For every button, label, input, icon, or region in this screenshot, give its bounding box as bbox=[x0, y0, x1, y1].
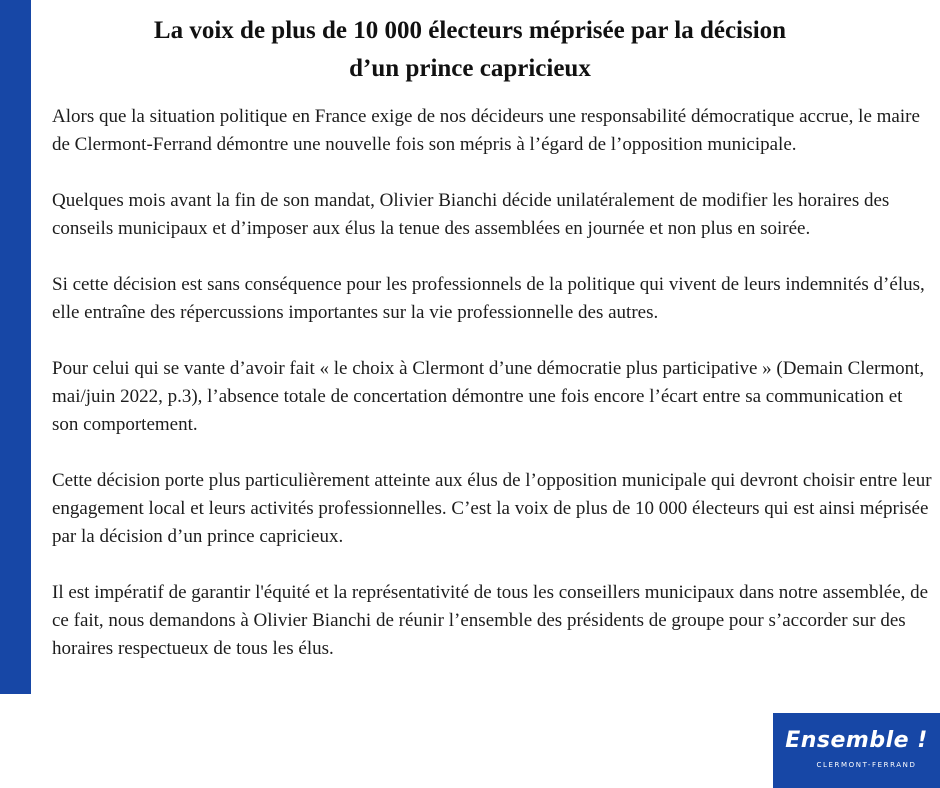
side-accent-bar bbox=[0, 0, 31, 694]
title-line-1: La voix de plus de 10 000 électeurs méprisée par la décision bbox=[153, 17, 787, 44]
paragraph-5: Cette décision porte plus particulièrement atteinte aux élus de l’opposition municipale qui devront choisir entre leur engagement local et leurs activités professionnelles. C’est la voix de plus de 10 000 électeurs qui est ainsi méprisée par la décision d’un prince capricieux. bbox=[52, 470, 932, 547]
paragraph-3: Si cette décision est sans conséquence pour les professionnels de la politique qui vivent de leurs indemnités d’élus, elle entraîne des répercussions importantes sur la vie professionnelle des autres. bbox=[52, 274, 925, 323]
page-title bbox=[0, 12, 940, 88]
paragraph-2: Quelques mois avant la fin de son mandat, Olivier Bianchi décide unilatéralement de modifier les horaires des conseils municipaux et d’imposer aux élus la tenue des assemblées en journée et non plus en soirée. bbox=[52, 190, 890, 239]
article-body bbox=[52, 103, 932, 663]
ensemble-logo bbox=[773, 713, 940, 788]
paragraph-1: Alors que la situation politique en France exige de nos décideurs une responsabilité démocratique accrue, le maire de Clermont-Ferrand démontre une nouvelle fois son mépris à l’égard de l’opposition municipale. bbox=[52, 106, 920, 155]
logo-name: Ensemble ! bbox=[785, 728, 928, 753]
title-line-2: d’un prince capricieux bbox=[349, 55, 591, 82]
paragraph-6: Il est impératif de garantir l'équité et la représentativité de tous les conseillers municipaux dans notre assemblée, de ce fait, nous demandons à Olivier Bianchi de réunir l’ensemble des présidents de groupe pour s’accorder sur des horaires respectueux de tous les élus. bbox=[52, 582, 929, 659]
logo-subtitle: CLERMONT-FERRAND bbox=[816, 761, 917, 769]
paragraph-4: Pour celui qui se vante d’avoir fait « le choix à Clermont d’une démocratie plus participative » (Demain Clermont, mai/juin 2022, p.3), l’absence totale de concertation démontre une fois encore l’écart entre sa communication et son comportement. bbox=[52, 358, 925, 435]
